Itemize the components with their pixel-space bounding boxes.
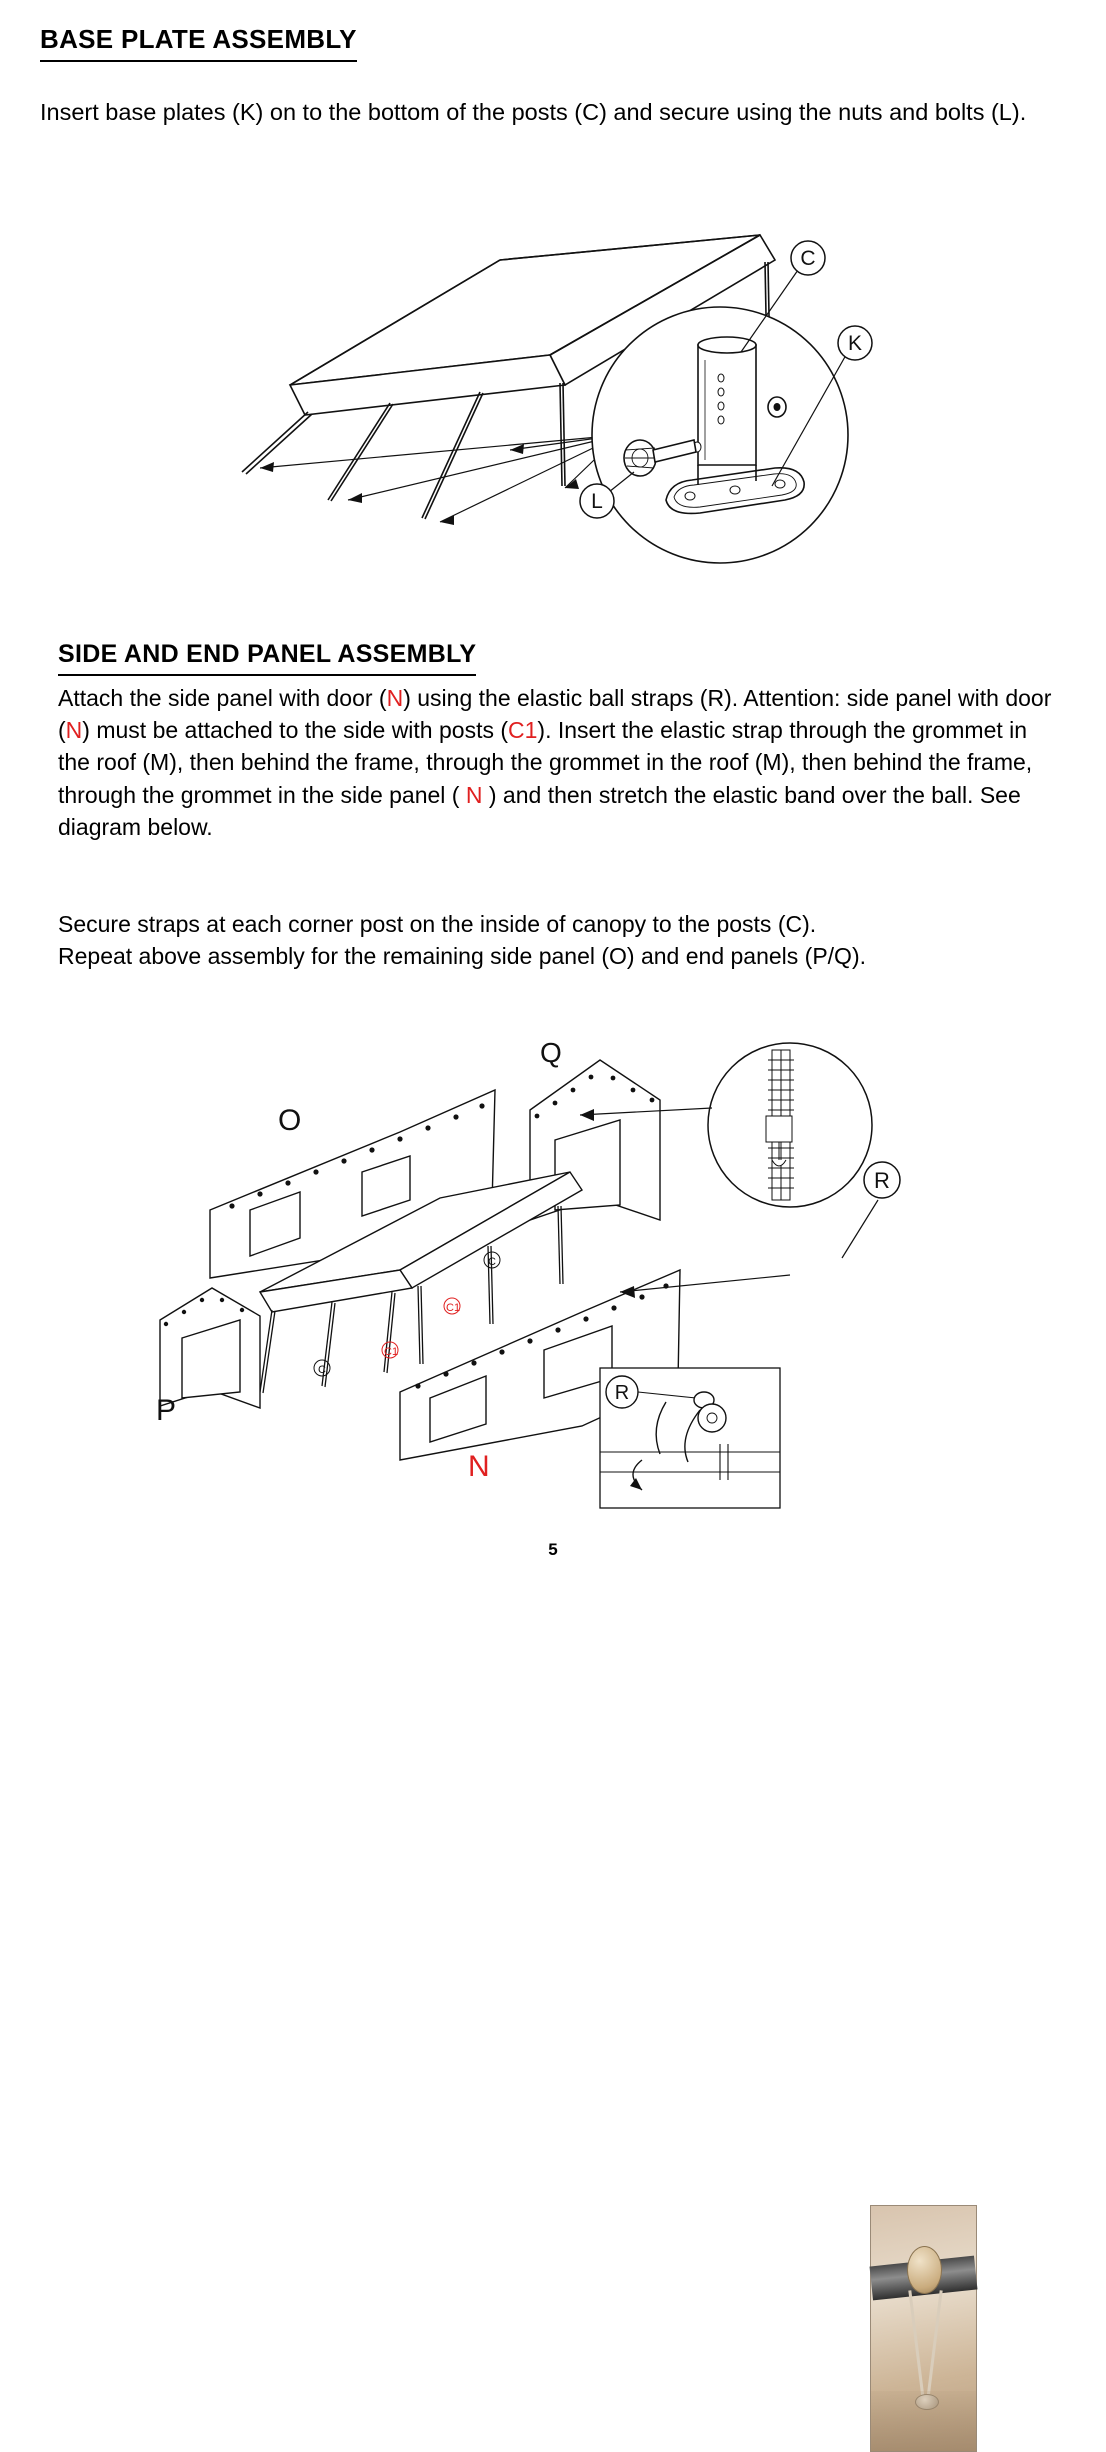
svg-text:C1: C1: [384, 1346, 399, 1358]
section-2-paragraph-1: [58, 682, 1058, 843]
svg-text:L: L: [591, 490, 603, 513]
label-side-panel-o: O: [278, 1104, 302, 1137]
p1-text-3: ) must be attached to the side with posts (: [82, 717, 509, 744]
svg-text:C1: C1: [446, 1302, 461, 1314]
section-2-paragraph-2-line-1: Secure straps at each corner post on the inside of canopy to the posts (C).: [58, 911, 817, 937]
section-2-heading: [58, 640, 476, 676]
figure-base-plate-assembly: [200, 200, 900, 600]
label-side-panel-n: N: [468, 1450, 490, 1483]
p1-text-2: ) using the elastic ball straps (R). Attention: side panel with door (: [58, 685, 1052, 744]
p1-red-n-3: N: [465, 781, 483, 808]
photo-elastic-ball-strap: [870, 2205, 977, 2452]
p1-text-1: Attach the side panel with door (: [58, 685, 387, 711]
section-2-heading-text: SIDE AND END PANEL ASSEMBLY: [58, 640, 476, 676]
p1-text-5: ) and then stretch the elastic band over the ball. See diagram below.: [58, 781, 1021, 840]
section-2-paragraph-2-line-2: Repeat above assembly for the remaining side panel (O) and end panels (P/Q).: [58, 943, 866, 970]
p1-red-c1: C1: [508, 717, 538, 744]
strap-right: [926, 2290, 942, 2400]
p1-red-n-2: N: [65, 717, 83, 744]
section-1-heading: [40, 24, 357, 62]
photo-floor: [871, 2391, 976, 2451]
svg-text:C: C: [488, 1256, 496, 1268]
p1-text-4: ). Insert the elastic strap through the grommet in the roof (M), then behind the frame, through the grommet in the roof (M), then behind the frame, through the grommet in the side panel (: [58, 717, 1033, 808]
section-1-heading-text: BASE PLATE ASSEMBLY: [40, 24, 357, 62]
strap-left: [908, 2290, 924, 2400]
strap-ball: [907, 2246, 942, 2294]
svg-text:R: R: [874, 1168, 890, 1193]
svg-text:C: C: [318, 1364, 326, 1376]
figure-side-and-end-panel-assembly: [100, 1020, 1020, 1520]
p1-red-n-1: N: [386, 685, 404, 711]
page-number: 5: [548, 1540, 558, 1559]
svg-text:R: R: [614, 1382, 630, 1404]
svg-text:K: K: [847, 332, 863, 355]
label-end-panel-p: P: [156, 1394, 177, 1427]
section-2-paragraph-2: [58, 908, 1058, 972]
section-1-paragraph: Insert base plates (K) on to the bottom of the posts (C) and secure using the nuts and bolts (L).: [40, 99, 1027, 125]
label-end-panel-q: Q: [540, 1037, 562, 1068]
svg-text:C: C: [800, 247, 816, 270]
